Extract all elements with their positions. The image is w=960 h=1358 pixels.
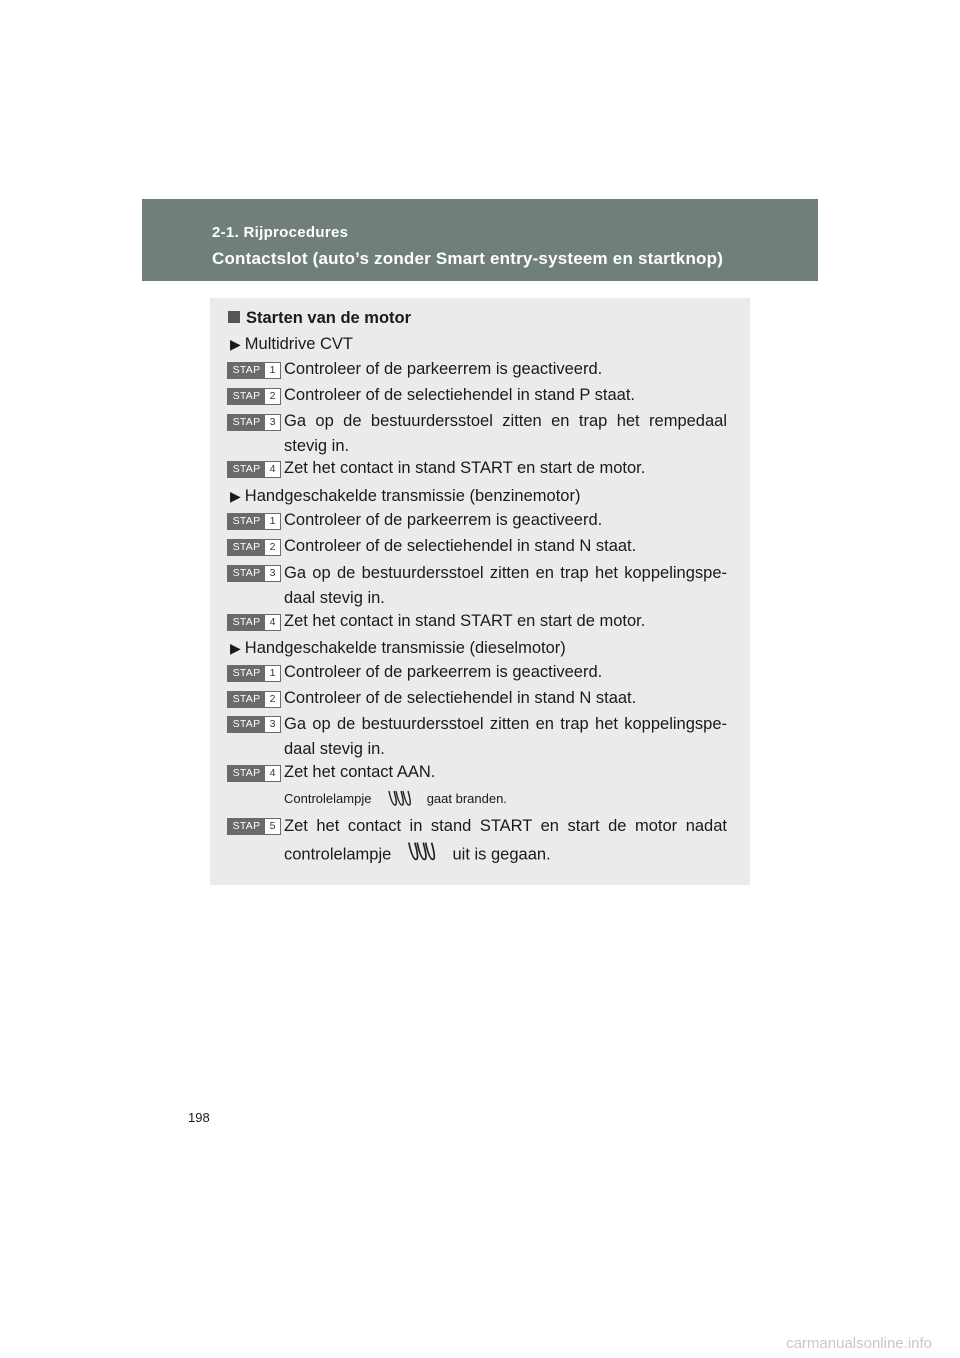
step-text: Controleer of de selectiehendel in stand P staat. bbox=[284, 386, 636, 404]
content-heading: Starten van de motor bbox=[228, 309, 411, 328]
step-text: Zet het contact in stand START en start de motor. bbox=[284, 459, 646, 477]
step-badge: STAP 4 bbox=[227, 461, 281, 478]
group-label-petrol: ▶ Handgeschakelde transmissie (benzinemotor) bbox=[230, 487, 581, 505]
step-badge: STAP 2 bbox=[227, 388, 281, 405]
step-text: Controleer of de selectiehendel in stand N staat. bbox=[284, 689, 637, 707]
group-label-cvt: ▶ Multidrive CVT bbox=[230, 335, 353, 353]
step-text: Controleer of de parkeerrem is geactiveerd. bbox=[284, 360, 603, 378]
step-text: Ga op de bestuurdersstoel zitten en trap het koppelingspe-daal stevig in. bbox=[284, 564, 727, 607]
square-bullet-icon bbox=[228, 311, 240, 323]
section-header bbox=[142, 199, 818, 281]
triangle-bullet-icon: ▶ bbox=[230, 640, 241, 656]
step-badge: STAP 2 bbox=[227, 691, 281, 708]
step-badge: STAP 5 bbox=[227, 818, 281, 835]
page-title: Contactslot (auto’s zonder Smart entry-systeem en startknop) bbox=[212, 249, 724, 268]
step-badge: STAP 1 bbox=[227, 362, 281, 379]
watermark: carmanualsonline.info bbox=[786, 1335, 932, 1352]
triangle-bullet-icon: ▶ bbox=[230, 488, 241, 504]
step-badge: STAP 4 bbox=[227, 614, 281, 631]
step-badge: STAP 1 bbox=[227, 665, 281, 682]
section-label: 2-1. Rijprocedures bbox=[212, 224, 349, 241]
step-badge: STAP 1 bbox=[227, 513, 281, 530]
step-badge: STAP 2 bbox=[227, 539, 281, 556]
triangle-bullet-icon: ▶ bbox=[230, 336, 241, 352]
step-text: Ga op de bestuurdersstoel zitten en trap het rempedaal stevig in. bbox=[284, 412, 727, 455]
step-text: Controleer of de parkeerrem is geactiveerd. bbox=[284, 511, 603, 529]
group-label-diesel: ▶ Handgeschakelde transmissie (dieselmotor) bbox=[230, 639, 566, 657]
step-text: Zet het contact AAN. bbox=[284, 763, 436, 781]
step-text: Controleer of de parkeerrem is geactiveerd. bbox=[284, 663, 603, 681]
step-badge: STAP 3 bbox=[227, 414, 281, 431]
step-text: Controleer of de selectiehendel in stand N staat. bbox=[284, 537, 637, 555]
step-text: Zet het contact in stand START en start de motor. bbox=[284, 612, 646, 630]
glow-plug-indicator-icon bbox=[400, 839, 444, 871]
step-badge: STAP 4 bbox=[227, 765, 281, 782]
indicator-note: Controlelampje gaat branden. bbox=[284, 788, 507, 811]
step-text: Ga op de bestuurdersstoel zitten en trap het koppelingspe-daal stevig in. bbox=[284, 715, 727, 758]
step-badge: STAP 3 bbox=[227, 565, 281, 582]
step-badge: STAP 3 bbox=[227, 716, 281, 733]
step-text: Zet het contact in stand START en start de motor nadat controlelampje uit is gegaan. bbox=[284, 814, 727, 871]
page-number: 198 bbox=[188, 1110, 210, 1125]
glow-plug-indicator-icon bbox=[383, 788, 417, 811]
